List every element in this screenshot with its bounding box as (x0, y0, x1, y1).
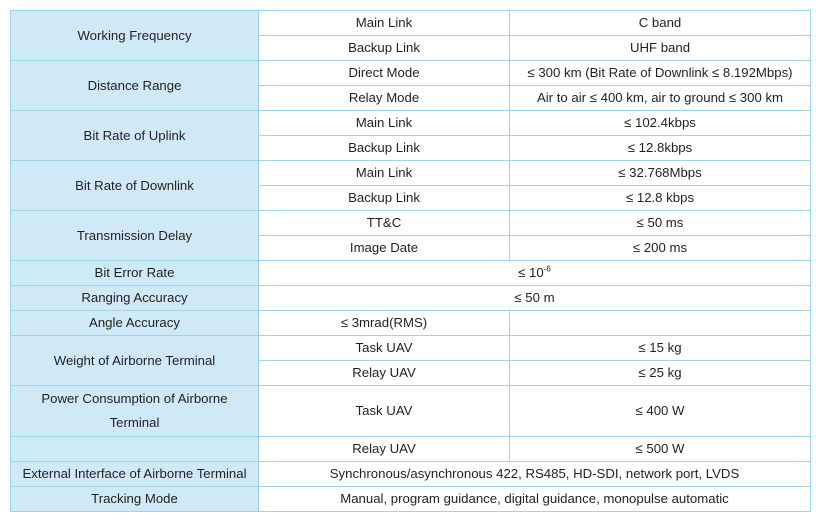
table-row (11, 111, 811, 136)
sub-backup-link: Backup Link (259, 186, 510, 211)
value-task-uav: ≤ 15 kg (510, 336, 811, 361)
param-angle-accuracy: Angle Accuracy (11, 311, 259, 336)
table-row (11, 211, 811, 236)
value-main-link: ≤ 32.768Mbps (510, 161, 811, 186)
param-tracking-mode: Tracking Mode (11, 487, 259, 512)
spec-table-container (10, 10, 810, 517)
sub-main-link: Main Link (259, 161, 510, 186)
sub-main-link: Main Link (259, 11, 510, 36)
value-backup-link: ≤ 12.8 kbps (510, 186, 811, 211)
param-power-airborne: Power Consumption of Airborne Terminal (11, 386, 259, 437)
ber-base: ≤ 10 (518, 265, 544, 280)
param-ranging-accuracy: Ranging Accuracy (11, 286, 259, 311)
value-bit-error-rate (259, 261, 811, 286)
table-row (11, 61, 811, 86)
sub-image-date: Image Date (259, 236, 510, 261)
value-direct-mode: ≤ 300 km (Bit Rate of Downlink ≤ 8.192Mbps) (510, 61, 811, 86)
table-row (11, 437, 811, 462)
value-external-interface: Synchronous/asynchronous 422, RS485, HD-SDI, network port, LVDS (259, 462, 811, 487)
value-backup-link: ≤ 12.8kbps (510, 136, 811, 161)
param-bit-rate-uplink: Bit Rate of Uplink (11, 111, 259, 161)
value-main-link: C band (510, 11, 811, 36)
value-task-uav: ≤ 400 W (510, 386, 811, 437)
param-distance-range: Distance Range (11, 61, 259, 111)
value-ttc: ≤ 50 ms (510, 211, 811, 236)
value-image-date: ≤ 200 ms (510, 236, 811, 261)
value-relay-uav: ≤ 25 kg (510, 361, 811, 386)
table-row (11, 462, 811, 487)
sub-direct-mode: Direct Mode (259, 61, 510, 86)
value-tracking-mode: Manual, program guidance, digital guidance, monopulse automatic (259, 487, 811, 512)
sub-relay-uav: Relay UAV (259, 361, 510, 386)
table-row (11, 11, 811, 36)
ber-exponent: -6 (543, 264, 551, 274)
sub-task-uav: Task UAV (259, 386, 510, 437)
param-working-frequency: Working Frequency (11, 11, 259, 61)
value-backup-link: UHF band (510, 36, 811, 61)
value-angle-accuracy: ≤ 3mrad(RMS) (259, 311, 510, 336)
param-external-interface: External Interface of Airborne Terminal (11, 462, 259, 487)
sub-relay-mode: Relay Mode (259, 86, 510, 111)
table-row (11, 311, 811, 336)
value-relay-uav: ≤ 500 W (510, 437, 811, 462)
spec-table (10, 10, 811, 512)
value-main-link: ≤ 102.4kbps (510, 111, 811, 136)
value-relay-mode: Air to air ≤ 400 km, air to ground ≤ 300 km (510, 86, 811, 111)
table-row (11, 386, 811, 437)
value-ranging-accuracy: ≤ 50 m (259, 286, 811, 311)
param-power-airborne-cont (11, 437, 259, 462)
table-row (11, 487, 811, 512)
table-row (11, 261, 811, 286)
sub-backup-link: Backup Link (259, 136, 510, 161)
table-row (11, 336, 811, 361)
sub-task-uav: Task UAV (259, 336, 510, 361)
empty-cell (510, 311, 811, 336)
sub-main-link: Main Link (259, 111, 510, 136)
sub-backup-link: Backup Link (259, 36, 510, 61)
param-weight-airborne: Weight of Airborne Terminal (11, 336, 259, 386)
param-transmission-delay: Transmission Delay (11, 211, 259, 261)
param-bit-error-rate: Bit Error Rate (11, 261, 259, 286)
table-row (11, 286, 811, 311)
table-row (11, 161, 811, 186)
sub-ttc: TT&C (259, 211, 510, 236)
param-bit-rate-downlink: Bit Rate of Downlink (11, 161, 259, 211)
sub-relay-uav: Relay UAV (259, 437, 510, 462)
